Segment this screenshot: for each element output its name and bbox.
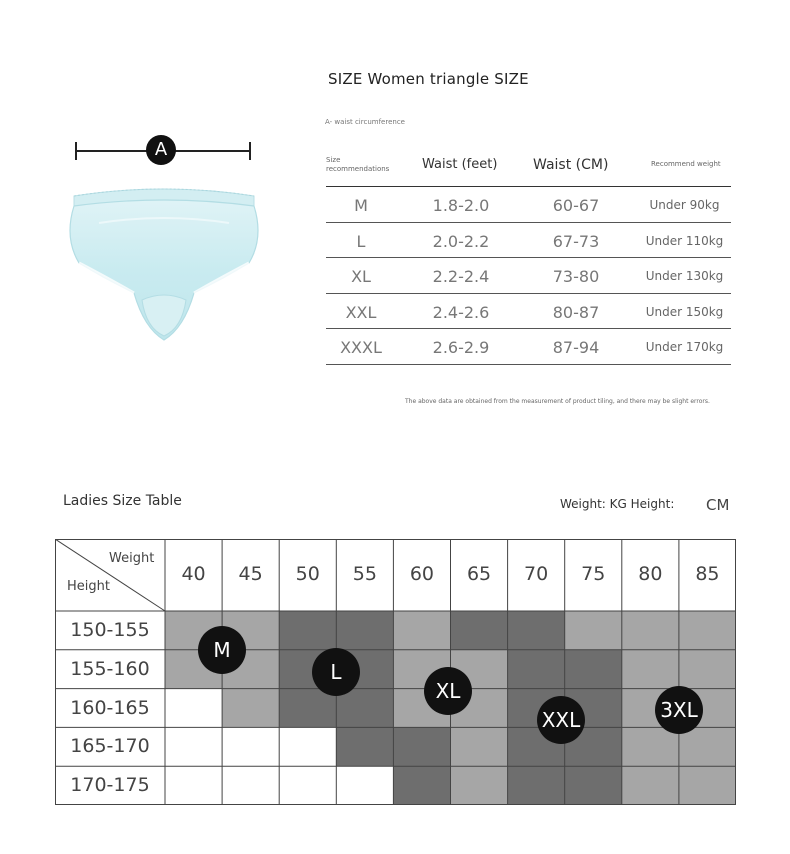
- page-title: SIZE Women triangle SIZE: [328, 70, 529, 88]
- measurement-note: A- waist circumference: [325, 118, 405, 126]
- header-recommend-weight: Recommend weight: [651, 160, 721, 168]
- size-grid-cell: [622, 727, 679, 766]
- size-cell: XXL: [345, 302, 377, 322]
- weight-column-label: 40: [181, 563, 206, 585]
- height-row-label: 155-160: [70, 657, 150, 680]
- size-grid-cell: [165, 689, 222, 728]
- size-grid-cell: [451, 611, 508, 650]
- size-grid-cell: [622, 766, 679, 805]
- weight-column-label: 45: [238, 563, 263, 585]
- waist-feet-cell: 2.2-2.4: [432, 267, 490, 286]
- waist-feet-cell: 2.6-2.9: [432, 338, 490, 357]
- size-grid-cell: [222, 766, 279, 805]
- size-cell: XL: [351, 267, 371, 286]
- size-grid-cell: [336, 611, 393, 650]
- size-grid-cell: [393, 766, 450, 805]
- size-grid-cell: [565, 650, 622, 689]
- header-waist-cm: Waist (CM): [533, 157, 609, 173]
- size-badge: M: [198, 626, 246, 674]
- table-header-row: [326, 150, 731, 187]
- waist-cm-cell: 67-73: [552, 231, 600, 251]
- weight-column-label: 55: [352, 563, 377, 585]
- size-grid-cell: [622, 650, 679, 689]
- waist-cm-cell: 87-94: [552, 338, 600, 357]
- height-row-label: 170-175: [70, 774, 150, 797]
- size-badge: XL: [424, 667, 472, 715]
- header-waist-feet: Waist (feet): [422, 157, 498, 172]
- size-grid-cell: [679, 650, 736, 689]
- table-row: [326, 187, 731, 223]
- waist-cm-cell: 60-67: [552, 196, 600, 215]
- table-row: [326, 329, 731, 365]
- weight-column-label: 80: [638, 563, 663, 585]
- size-grid-cell: [451, 727, 508, 766]
- weight-cell: Under 150kg: [645, 304, 724, 319]
- weight-column-label: 70: [524, 563, 549, 585]
- table-row: [326, 294, 731, 330]
- briefs-illustration: [64, 178, 264, 346]
- measure-tick-left: [75, 142, 77, 160]
- ladies-size-title: Ladies Size Table: [63, 493, 182, 509]
- waist-cm-cell: 73-80: [552, 267, 600, 286]
- header-size: Size recommendations: [326, 156, 390, 173]
- measure-badge: A: [146, 135, 176, 165]
- size-badge: XXL: [537, 696, 585, 744]
- ladies-size-grid: [55, 539, 736, 805]
- size-grid-cell: [393, 727, 450, 766]
- height-row-label: 165-170: [70, 735, 150, 758]
- weight-column-label: 75: [581, 563, 606, 585]
- corner-diagonal: [55, 539, 165, 611]
- size-grid-cell: [565, 766, 622, 805]
- height-row-label: 150-155: [70, 619, 150, 641]
- size-cell: XXXL: [340, 338, 382, 357]
- size-grid-cell: [451, 766, 508, 805]
- size-cell: M: [354, 196, 368, 215]
- size-grid-cell: [336, 766, 393, 805]
- table-row: [326, 223, 731, 259]
- waist-feet-cell: 1.8-2.0: [432, 196, 490, 215]
- waist-cm-cell: 80-87: [552, 302, 600, 322]
- size-grid-cell: [222, 689, 279, 728]
- size-grid-cell: [679, 766, 736, 805]
- table-row: [326, 258, 731, 294]
- size-grid-cell: [279, 727, 336, 766]
- size-grid-cell: [393, 611, 450, 650]
- weight-cell: Under 110kg: [645, 233, 724, 248]
- weight-cell: Under 90kg: [649, 198, 720, 212]
- weight-cell: Under 170kg: [645, 340, 724, 354]
- waist-feet-cell: 2.0-2.2: [432, 231, 490, 251]
- corner-weight-label: Weight: [109, 551, 155, 566]
- size-grid-cell: [565, 611, 622, 650]
- size-grid-cell: [222, 727, 279, 766]
- weight-column-label: 60: [409, 563, 435, 585]
- size-grid-cell: [508, 766, 565, 805]
- cm-unit-note: CM: [706, 496, 730, 514]
- units-note: Weight: KG Height:: [560, 497, 675, 511]
- size-grid-cell: [165, 727, 222, 766]
- size-grid-cell: [279, 766, 336, 805]
- corner-height-label: Height: [67, 579, 110, 594]
- size-recommendation-table: [326, 150, 731, 365]
- weight-cell: Under 130kg: [645, 269, 724, 283]
- size-grid-cell: [165, 766, 222, 805]
- waist-feet-cell: 2.4-2.6: [432, 302, 490, 322]
- height-row-label: 160-165: [70, 696, 150, 719]
- size-grid-cell: [622, 611, 679, 650]
- size-grid-cell: [679, 611, 736, 650]
- size-badge: 3XL: [655, 686, 703, 734]
- measure-tick-right: [249, 142, 251, 160]
- size-grid-cell: [508, 650, 565, 689]
- size-grid-cell: [508, 611, 565, 650]
- weight-column-label: 85: [695, 563, 720, 585]
- size-grid-cell: [336, 689, 393, 728]
- weight-column-label: 65: [466, 563, 492, 585]
- size-badge: L: [312, 648, 360, 696]
- disclaimer-note: The above data are obtained from the measurement of product tiling, and there may be slight errors.: [405, 398, 710, 405]
- size-grid-cell: [679, 727, 736, 766]
- size-cell: L: [356, 231, 366, 251]
- weight-column-label: 50: [295, 563, 320, 585]
- size-grid-cell: [336, 727, 393, 766]
- size-grid-cell: [279, 611, 336, 650]
